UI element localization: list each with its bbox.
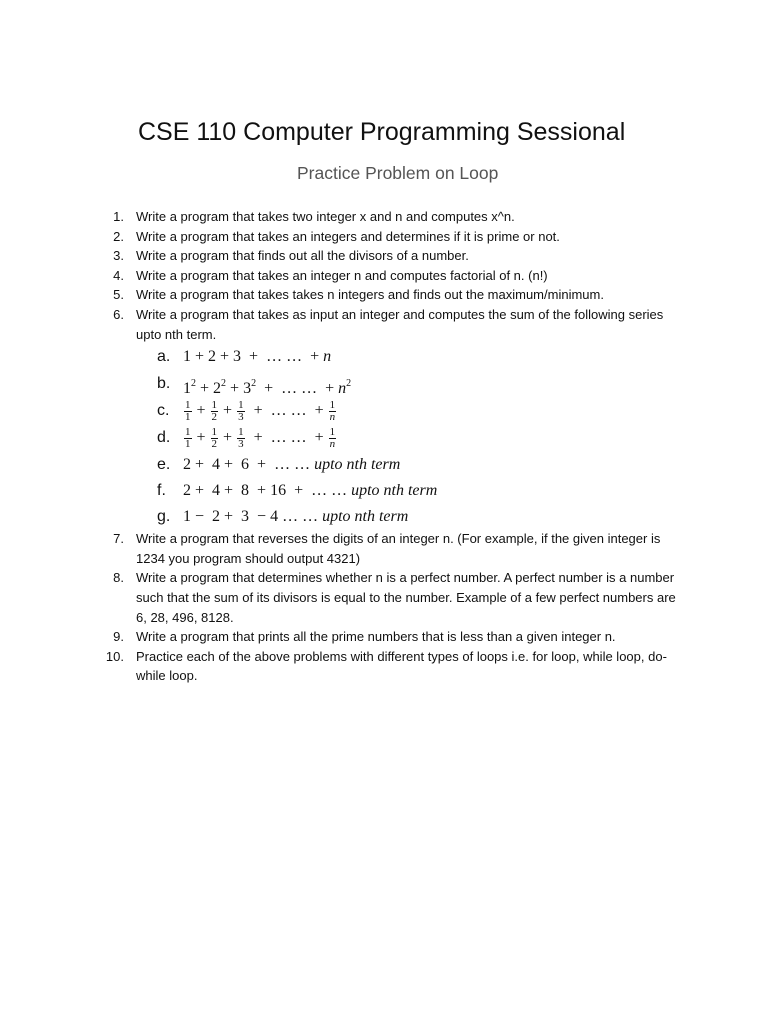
- list-number: 4.: [113, 267, 124, 283]
- list-item: [0, 647, 768, 686]
- fraction: [329, 427, 337, 450]
- fraction: [211, 400, 219, 423]
- list-item: [0, 285, 768, 305]
- term-base: 2: [213, 380, 222, 398]
- series-label: d.: [157, 429, 171, 447]
- list-item: [0, 266, 768, 286]
- denominator: 1: [185, 410, 191, 423]
- denominator: 2: [211, 437, 218, 450]
- series-d: d. $\frac{1}{1}$ + $\frac{1}{2}$ + $\frac{1}{3}$ + … … + $\frac{1}{n}$: [157, 425, 336, 450]
- series-tail: upto nth term: [314, 456, 401, 474]
- list-item: [0, 227, 768, 247]
- term-base: n: [338, 380, 347, 398]
- series-expression: 2 + 4 + 6 + … …: [183, 456, 315, 474]
- denominator: n: [329, 410, 336, 423]
- denominator: 2: [211, 410, 218, 423]
- list-text: Write a program that takes an integer n and computes factorial of n. (n!): [136, 267, 548, 283]
- list-number: 8.: [113, 570, 124, 586]
- denominator: 3: [238, 410, 244, 423]
- problem-list: [0, 207, 768, 686]
- series-middle: + … … +: [256, 380, 339, 398]
- list-number: 6.: [113, 306, 124, 322]
- list-number: 9.: [113, 629, 124, 645]
- list-text: Write a program that reverses the digits of an integer n. (For example, if the given integer is 1234 you program should output 4321): [136, 531, 661, 566]
- series-a: [0, 344, 768, 370]
- numerator: 1: [329, 398, 336, 411]
- series-expression: 1 + 2 + 3 + … … +: [183, 348, 324, 366]
- list-text: Write a program that takes takes n integers and finds out the maximum/minimum.: [136, 287, 604, 303]
- term-exponent: 2: [346, 378, 352, 390]
- numerator: 1: [185, 398, 191, 411]
- denominator: n: [329, 437, 336, 450]
- series-label: b.: [157, 375, 171, 393]
- list-text: Write a program that takes an integers and determines if it is prime or not.: [136, 228, 560, 244]
- list-item: [0, 627, 768, 647]
- numerator: 1: [329, 425, 336, 438]
- series-e: [0, 451, 768, 478]
- list-item: [0, 529, 768, 568]
- denominator: 1: [185, 437, 191, 450]
- numerator: 1: [211, 398, 218, 411]
- series-c: c. $\frac{1}{1}$ + $\frac{1}{2}$ + $\frac{1}{3}$ + … … + $\frac{1}{n}$: [157, 398, 336, 423]
- series-b: b. $1^2 + 2^2 + 3^2$ + … … + $n^2$: [0, 370, 768, 397]
- numerator: 1: [238, 398, 244, 411]
- list-number: 10.: [105, 648, 124, 664]
- page-subtitle: Practice Problem on Loop: [297, 163, 499, 183]
- series-middle: + … … +: [245, 402, 328, 420]
- list-number: 3.: [113, 248, 124, 264]
- numerator: 1: [238, 425, 244, 438]
- list-item: [0, 207, 768, 227]
- term-exponent: 2: [191, 378, 196, 390]
- list-number: 5.: [113, 287, 124, 303]
- series-tail: upto nth term: [322, 508, 409, 526]
- list-number: 7.: [113, 531, 124, 547]
- term-base: 1: [183, 380, 191, 398]
- list-number: 1.: [113, 209, 124, 224]
- series-tail: n: [323, 348, 332, 366]
- series-tail: upto nth term: [351, 482, 438, 500]
- list-text: Write a program that determines whether n is a perfect number. A perfect number is a number such that the sum of its divisors is equal to the number. Example of a few perfect numbers are 6, 28, 496, 8128.: [136, 570, 676, 625]
- series-label: c.: [157, 402, 170, 420]
- numerator: 1: [185, 425, 191, 438]
- fraction: [184, 400, 192, 423]
- list-text: Write a program that takes as input an integer and computes the sum of the following series upto nth term.: [136, 306, 664, 342]
- series-middle: + … … +: [245, 429, 328, 447]
- series-label: a.: [157, 348, 171, 366]
- list-item: [0, 305, 768, 344]
- series-label: f.: [157, 482, 166, 500]
- list-number: 2.: [113, 228, 124, 244]
- fraction: [237, 427, 245, 450]
- term-base: 3: [243, 380, 252, 398]
- list-text: Write a program that finds out all the divisors of a number.: [136, 248, 469, 264]
- series-expression: 1 − 2 + 3 − 4 … …: [183, 508, 323, 526]
- fraction: [184, 427, 192, 450]
- series-f: [0, 478, 768, 504]
- term-exponent: 2: [221, 378, 227, 390]
- denominator: 3: [238, 437, 244, 450]
- list-item: [0, 246, 768, 266]
- list-text: Write a program that prints all the prime numbers that is less than a given integer n.: [136, 629, 616, 645]
- fraction: [329, 400, 337, 423]
- numerator: 1: [211, 425, 218, 438]
- series-label: g.: [157, 508, 171, 526]
- page-title: CSE 110 Computer Programming Sessional: [138, 118, 626, 146]
- list-text: Practice each of the above problems with different types of loops i.e. for loop, while loop, do-while loop.: [136, 648, 667, 684]
- series-label: e.: [157, 456, 171, 474]
- series-expression: 2 + 4 + 8 + 16 + … …: [183, 482, 352, 500]
- series-g: [0, 504, 768, 529]
- fraction: [237, 400, 245, 423]
- fraction: [211, 427, 219, 450]
- list-text: Write a program that takes two integer x and n and computes x^n.: [136, 209, 515, 224]
- term-exponent: 2: [251, 378, 257, 390]
- list-item: [0, 568, 768, 627]
